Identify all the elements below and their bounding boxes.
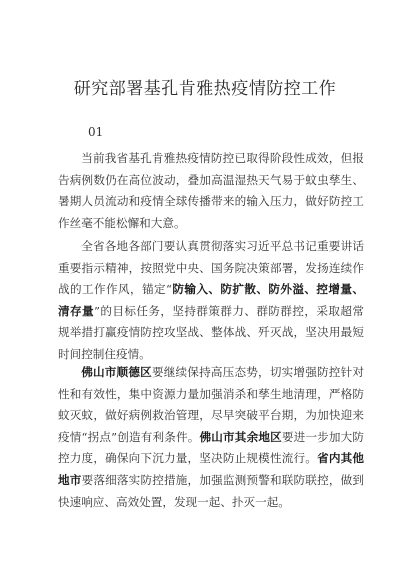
- region-other-cities-bold: 省内其他地市: [58, 451, 364, 487]
- document-title: 研究部署基孔肯雅热疫情防控工作: [73, 79, 337, 99]
- section-number: 01: [88, 125, 104, 139]
- paragraph-requirements-text-after: ”的目标任务，坚持群策群力、群防群控，采取超常规举措打赢疫情防控攻坚战、整体战、歼灭战，坚决用最短时间控制住疫情。: [58, 303, 364, 361]
- region-shunde-bold: 佛山市顺德区: [81, 365, 152, 379]
- region-other-cities-text: 要落细落实防控措施，加强监测预警和联防联控，做到快速响应、高效处置，发现一起、扑灭一起。: [58, 472, 364, 509]
- paragraph-situation: 当前我省基孔肯雅热疫情防控已取得阶段性成效，但报告病例数仍在高位波动，叠加高温湿热天气易于蚊虫孳生、暑期人员流动和疫情全球传播带来的输入压力，做好防控工作丝毫不能松懈和大意。: [58, 151, 364, 230]
- paragraph-regional-measures: [58, 362, 364, 513]
- region-shunde-text: 要继续保持高压态势，切实增强防控针对性和有效性，集中资源力量加强消杀和孳生地清理，严格防蚊灭蚊，做好病例救治管理，尽早突破平台期，为加快迎来疫情“拐点”创造有利条件。: [58, 365, 364, 444]
- target-tasks-bold: 防输入、防扩散、防外溢、控增量、清存量: [58, 282, 364, 318]
- paragraph-requirements-text-before: 全省各地各部门要认真贯彻落实习近平总书记重要讲话重要指示精神，按照党中央、国务院决策部署，发扬连续作战的工作作风，锚定“: [58, 239, 364, 297]
- region-foshan-other-text: 要进一步加大防控力度，确保向下沉力量，坚决防止规模性流行。: [58, 429, 364, 466]
- paragraph-requirements: [58, 236, 364, 366]
- region-foshan-other-bold: 佛山市其余地区: [199, 429, 282, 444]
